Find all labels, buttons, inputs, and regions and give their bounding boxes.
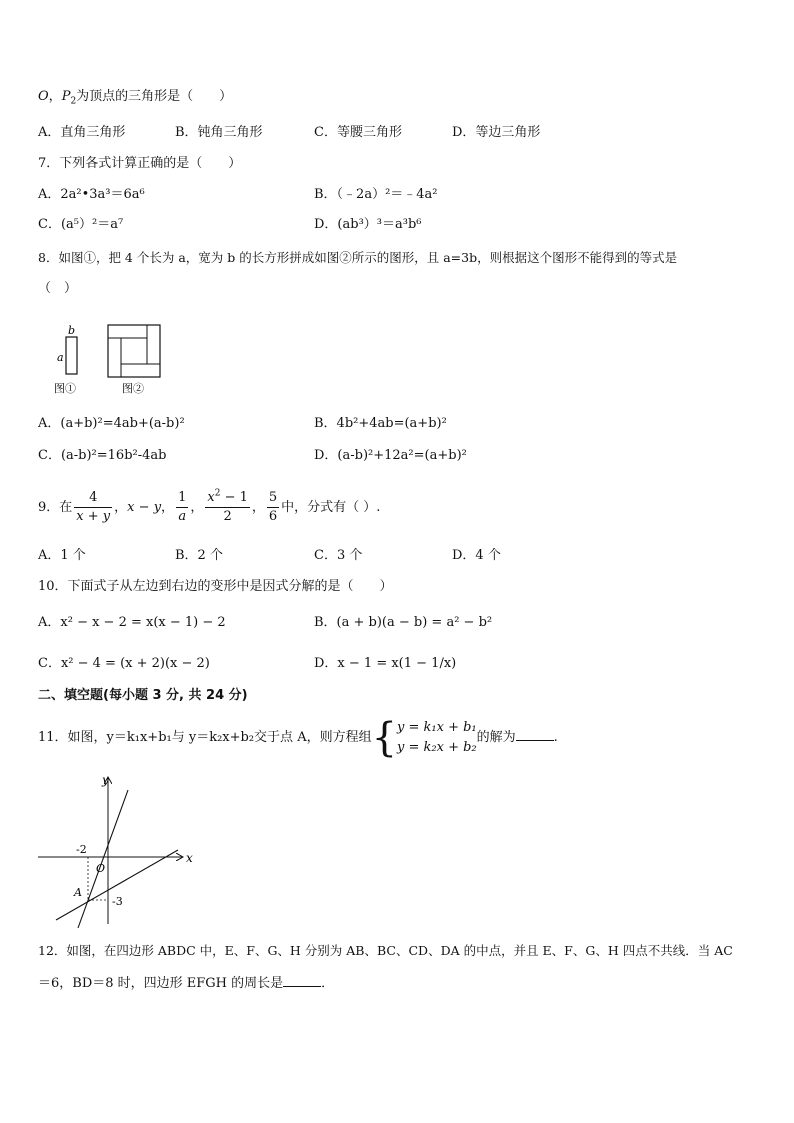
q9-option-d: D．4 个 — [452, 548, 501, 563]
q7-option-b: B．（﹣2a）²＝﹣4a² — [314, 187, 438, 202]
line-2 — [56, 850, 178, 920]
q6-option-a: A．直角三角形 — [38, 125, 126, 140]
q9-stem: 9．在 $\frac{4}{x + y}$ ，x − y， $\frac{1}{a}$ ， $\frac{x^2 - 1}{2}$ ， $\frac{5}{6}$ 中，分式有（ ）. — [38, 488, 381, 524]
q6-option-c: C．等腰三角形 — [314, 125, 402, 140]
q8-fig1-rect — [66, 337, 77, 374]
q6-option-d: D．等边三角形 — [452, 125, 541, 140]
tick-x-label: -2 — [76, 843, 87, 856]
q11-system: y = k₁x + b₁ y = k₂x + b₂ — [397, 719, 477, 755]
q8-paren: （ ） — [38, 281, 78, 296]
q8-option-c: C．(a-b)²=16b²-4ab — [38, 448, 167, 463]
q10-option-c: C．x² − 4 = (x + 2)(x − 2) — [38, 656, 210, 671]
point-a-label: A — [74, 886, 82, 899]
q11-graph — [36, 772, 198, 930]
q9-option-b: B．2 个 — [175, 548, 223, 563]
q10-option-b: B．(a + b)(a − b) = a² − b² — [314, 615, 493, 630]
q7-stem: 7．下列各式计算正确的是（ ） — [38, 156, 242, 171]
origin-label: O — [96, 862, 106, 875]
q8-label-b: b — [68, 324, 76, 337]
q11-stem: 11．如图，y＝k₁x+b₁与 y＝k₂x+b₂交于点 A，则方程组{ y = k₁x + b₁ y = k₂x + b₂ 的解为 . — [38, 714, 558, 761]
q8-option-d: D．(a-b)²+12a²=(a+b)² — [314, 448, 467, 463]
q8-fig2-label: 图② — [122, 382, 144, 395]
q8-option-a: A．(a+b)²=4ab+(a-b)² — [38, 416, 185, 431]
q10-stem: 10．下面式子从左边到右边的变形中是因式分解的是（ ） — [38, 579, 393, 594]
q9-option-a: A．1 个 — [38, 548, 86, 563]
q8-fig1-label: 图① — [54, 382, 76, 395]
q6-option-b: B．钝角三角形 — [175, 125, 263, 140]
tick-y-label: -3 — [112, 895, 123, 908]
q8-option-b: B．4b²+4ab=(a+b)² — [314, 416, 447, 431]
q11-answer-blank — [516, 728, 554, 741]
q9-frac-4: $\frac{5}{6}$ — [268, 490, 278, 524]
q12-answer-blank — [283, 974, 321, 987]
q12-line1: 12．如图，在四边形 ABDC 中，E、F、G、H 分别为 AB、BC、CD、DA 的中点，并且 E、F、G、H 四点不共线．当 AC — [38, 943, 733, 958]
q9-frac-3: $\frac{x^2 - 1}{2}$ — [207, 488, 248, 524]
q9-frac-2: $\frac{1}{a}$ — [178, 490, 187, 524]
y-axis-label: y — [102, 773, 109, 787]
x-axis-label: x — [186, 851, 193, 865]
q9-option-c: C．3 个 — [314, 548, 363, 563]
q8-stem: 8．如图①，把 4 个长为 a，宽为 b 的长方形拼成如图②所示的图形，且 a=3b，则根据这个图形不能得到的等式是 — [38, 250, 678, 265]
q10-option-d: D．x − 1 = x(1 − 1/x) — [314, 656, 457, 671]
section2-heading: 二、填空题(每小题 3 分, 共 24 分) — [38, 688, 248, 703]
q7-option-d: D．(ab³）³＝a³b⁶ — [314, 217, 422, 232]
q6-stem: O，$P_2$为顶点的三角形是（ ） — [38, 89, 233, 107]
q7-option-a: A．2a²•3a³＝6a⁶ — [38, 187, 145, 202]
q7-option-c: C．(a⁵）²＝a⁷ — [38, 217, 124, 232]
q10-option-a: A．x² − x − 2 = x(x − 1) − 2 — [38, 615, 226, 630]
q8-fig2-outer — [108, 325, 160, 377]
q8-figure — [50, 320, 170, 400]
q8-label-a: a — [57, 351, 64, 364]
q12-line2: ＝6，BD＝8 时，四边形 EFGH 的周长是 ． — [38, 976, 335, 991]
q9-frac-1: $\frac{4}{x + y}$ — [76, 490, 111, 524]
